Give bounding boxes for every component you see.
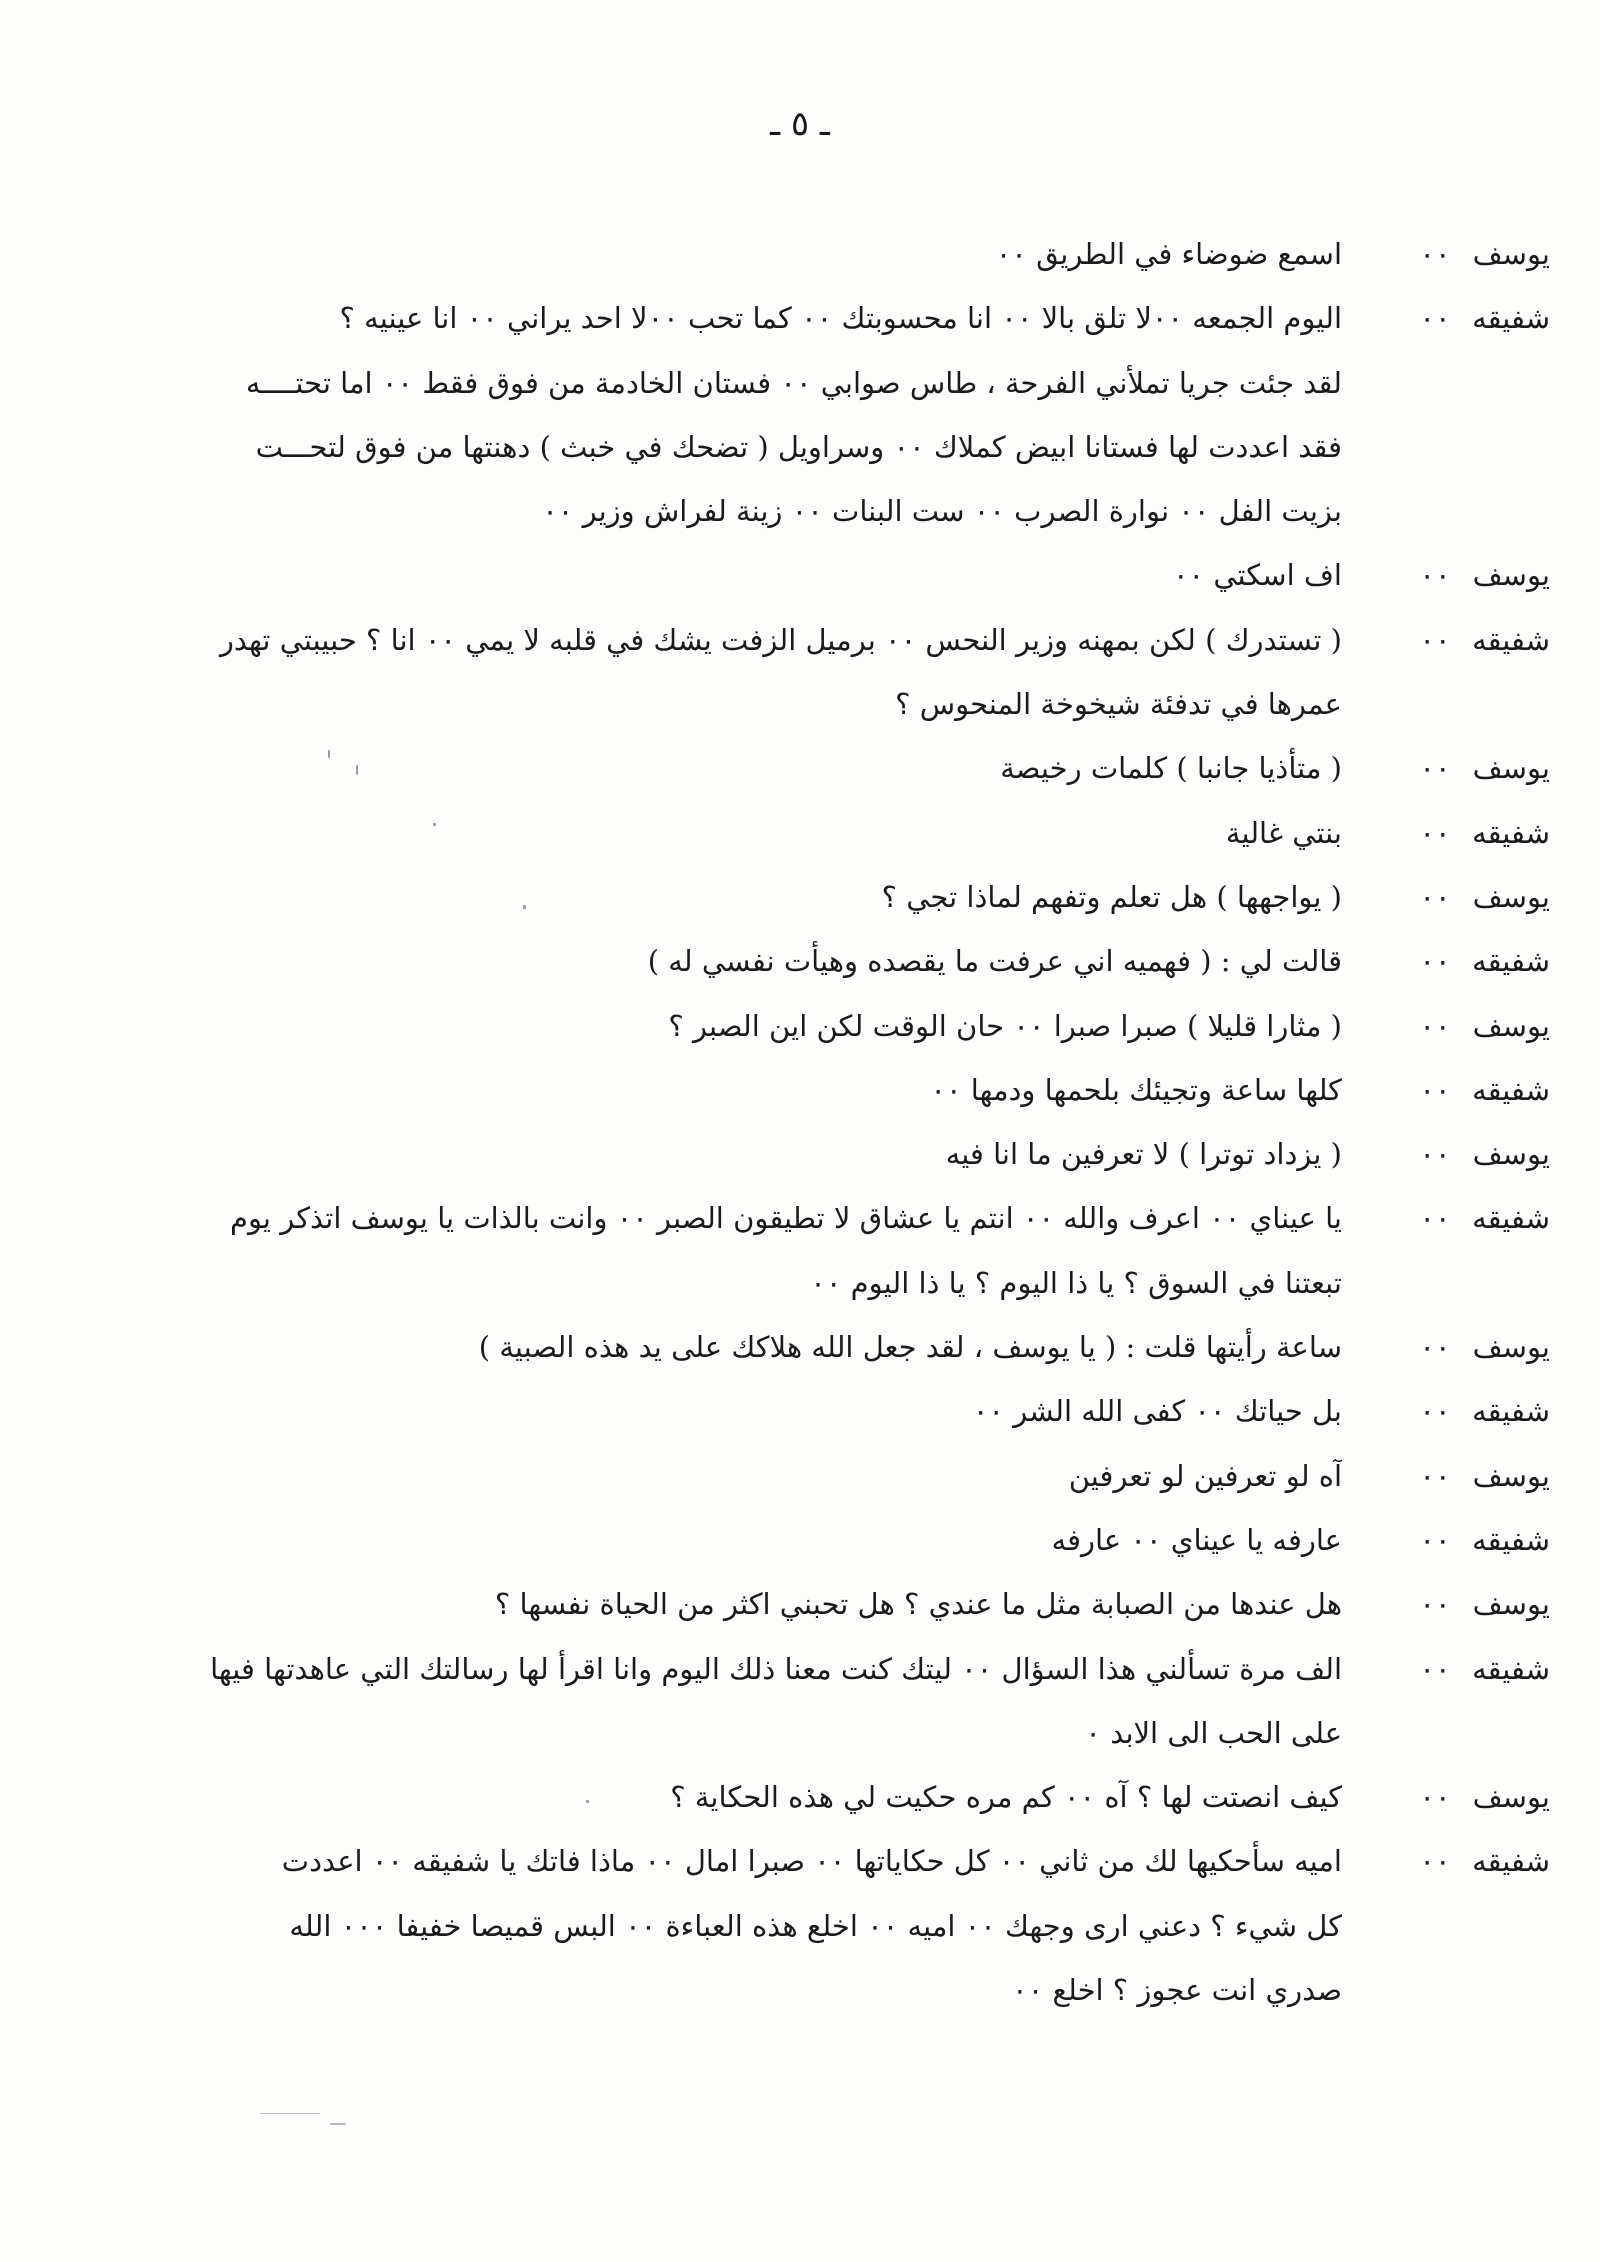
speaker-separator: ٠٠ [1419, 751, 1451, 786]
dialogue-text: ( مثارا قليلا ) صبرا صبرا ٠٠ حان الوقت لكن اين الصبر ؟ [668, 1008, 1342, 1043]
speaker-name: يوسف [1472, 751, 1550, 786]
speaker-name: يوسف [1472, 879, 1550, 914]
speaker-separator: ٠٠ [1419, 237, 1451, 271]
dialogue-continuation [170, 1251, 1550, 1315]
speaker-name: يوسف [1472, 1137, 1550, 1172]
speaker-separator: ٠٠ [1419, 1394, 1451, 1429]
dialogue-line [170, 222, 1550, 286]
dialogue-line [170, 608, 1550, 672]
dialogue-text: اف اسكتي ٠٠ [1172, 558, 1342, 593]
speaker-separator: ٠٠ [1419, 1458, 1451, 1493]
speaker-separator: ٠٠ [1419, 944, 1451, 979]
speaker-name: يوسف [1472, 237, 1550, 271]
dialogue-text: هل عندها من الصبابة مثل ما عندي ؟ هل تحبني اكثر من الحياة نفسها ؟ [494, 1587, 1342, 1622]
speaker-separator: ٠٠ [1419, 815, 1451, 850]
speaker-name: شفيقه [1472, 622, 1550, 657]
dialogue-continuation [170, 479, 1550, 543]
dialogue-line [170, 994, 1550, 1058]
dialogue-text: الف مرة تسألني هذا السؤال ٠٠ ليتك كنت معنا ذلك اليوم وانا اقرأ لها رسالتك التي عاهدتها فيها [210, 1651, 1342, 1686]
speaker-name: يوسف [1472, 1008, 1550, 1043]
speaker-name: يوسف [1472, 1330, 1550, 1365]
dialogue-line [170, 1637, 1550, 1701]
dialogue-continuation [170, 351, 1550, 415]
dialogue-text: ( يواجهها ) هل تعلم وتفهم لماذا تجي ؟ [881, 879, 1342, 914]
dialogue-text: عارفه يا عيناي ٠٠ عارفه [1051, 1522, 1342, 1557]
speaker-separator: ٠٠ [1419, 1201, 1451, 1236]
speaker-separator: ٠٠ [1419, 1522, 1451, 1557]
dialogue-line [170, 1829, 1550, 1893]
speaker-name: يوسف [1472, 1780, 1550, 1815]
speaker-name: شفيقه [1472, 1651, 1550, 1686]
dialogue-text: ( تستدرك ) لكن بمهنه وزير النحس ٠٠ برميل الزفت يشك في قلبه لا يمي ٠٠ انا ؟ حبيبتي تهدر [219, 622, 1342, 657]
dialogue-line [170, 736, 1550, 800]
speaker-name: شفيقه [1472, 944, 1550, 979]
dialogue-text: كلها ساعة وتجيئك بلحمها ودمها ٠٠ [930, 1072, 1342, 1107]
dialogue-line [170, 1379, 1550, 1443]
dialogue-continuation [170, 672, 1550, 736]
dialogue-text: كل شيء ؟ دعني ارى وجهك ٠٠ اميه ٠٠ اخلع هذه العباءة ٠٠ البس قميصا خفيفا ٠٠٠ الله [289, 1908, 1342, 1943]
dialogue-line [170, 1508, 1550, 1572]
speaker-separator: ٠٠ [1419, 301, 1451, 336]
dialogue-text: تبعتنا في السوق ؟ يا ذا اليوم ؟ يا ذا اليوم ٠٠ [810, 1265, 1342, 1300]
speaker-separator: ٠٠ [1419, 1072, 1451, 1107]
dialogue-line [170, 1122, 1550, 1186]
speaker-separator: ٠٠ [1419, 879, 1451, 914]
speaker-separator: ٠٠ [1419, 1008, 1451, 1043]
dialogue-text: ( متأذيا جانبا ) كلمات رخيصة [1000, 751, 1342, 786]
speaker-separator: ٠٠ [1419, 1844, 1451, 1879]
speaker-name: يوسف [1472, 1458, 1550, 1493]
dialogue-continuation [170, 1958, 1550, 2022]
speaker-name: شفيقه [1472, 1394, 1550, 1429]
speaker-separator: ٠٠ [1419, 1587, 1451, 1622]
speaker-separator: ٠٠ [1419, 1780, 1451, 1815]
dialogue-line [170, 543, 1550, 607]
dialogue-text: آه لو تعرفين لو تعرفين [1068, 1458, 1342, 1493]
speaker-name: شفيقه [1472, 301, 1550, 336]
speaker-name: يوسف [1472, 1587, 1550, 1622]
dialogue-text: قالت لي : ( فهميه اني عرفت ما يقصده وهيأت نفسي له ) [647, 944, 1342, 979]
dialogue-line [170, 1444, 1550, 1508]
dialogue-text: بل حياتك ٠٠ كفى الله الشر ٠٠ [972, 1394, 1342, 1429]
dialogue-line [170, 1058, 1550, 1122]
dialogue-text: ساعة رأيتها قلت : ( يا يوسف ، لقد جعل الله هلاكك على يد هذه الصبية ) [478, 1330, 1342, 1365]
dialogue-continuation [170, 1894, 1550, 1958]
dialogue-line [170, 1572, 1550, 1636]
dialogue-line [170, 1765, 1550, 1829]
dialogue-text: ( يزداد توترا ) لا تعرفين ما انا فيه [945, 1137, 1342, 1172]
speaker-name: يوسف [1472, 558, 1550, 593]
dialogue-text: صدري انت عجوز ؟ اخلع ٠٠ [1012, 1973, 1342, 2008]
dialogue-text: على الحب الى الابد ٠ [1085, 1715, 1342, 1750]
speaker-name: شفيقه [1472, 815, 1550, 850]
speaker-separator: ٠٠ [1419, 1330, 1451, 1365]
dialogue-continuation [170, 415, 1550, 479]
dialogue-line [170, 929, 1550, 993]
dialogue-line [170, 1186, 1550, 1250]
speaker-separator: ٠٠ [1419, 1651, 1451, 1686]
dialogue-text: كيف انصتت لها ؟ آه ٠٠ كم مره حكيت لي هذه الحكاية ؟ [670, 1780, 1342, 1815]
speaker-name: شفيقه [1472, 1522, 1550, 1557]
dialogue-text: عمرها في تدفئة شيخوخة المنحوس ؟ [895, 687, 1342, 722]
speaker-separator: ٠٠ [1419, 558, 1451, 593]
dialogue-continuation [170, 1701, 1550, 1765]
dialogue-text: اليوم الجمعه ٠٠لا تلق بالا ٠٠ انا محسوبتك ٠٠ كما تحب ٠٠لا احد يراني ٠٠ انا عينيه ؟ [339, 301, 1342, 336]
dialogue-text: لقد جئت جريا تملأني الفرحة ، طاس صوابي ٠٠ فستان الخادمة من فوق فقط ٠٠ اما تحتــــه [245, 365, 1342, 400]
speaker-name: شفيقه [1472, 1201, 1550, 1236]
dialogue-line [170, 801, 1550, 865]
dialogue-text: فقد اعددت لها فستانا ابيض كملاك ٠٠ وسراويل ( تضحك في خبث ) دهنتها من فوق لتحـــت [255, 429, 1342, 464]
dialogue-line [170, 865, 1550, 929]
dialogue-text: اميه سأحكيها لك من ثاني ٠٠ كل حكاياتها ٠٠ صبرا امال ٠٠ ماذا فاتك يا شفيقه ٠٠ اعددت [281, 1844, 1342, 1879]
dialogue-line [170, 1315, 1550, 1379]
dialogue-line [170, 286, 1550, 350]
dialogue-text: بزيت الفل ٠٠ نوارة الصرب ٠٠ ست البنات ٠٠ زينة لفراش وزير ٠٠ [542, 494, 1342, 529]
dialogue-text: يا عيناي ٠٠ اعرف والله ٠٠ انتم يا عشاق لا تطيقون الصبر ٠٠ وانت بالذات يا يوسف اتذكر يوم [230, 1201, 1342, 1236]
script-dialogue [170, 222, 1550, 2022]
dialogue-text: بنتي غالية [1225, 815, 1342, 850]
speaker-name: شفيقه [1472, 1072, 1550, 1107]
speaker-separator: ٠٠ [1419, 1137, 1451, 1172]
page-number: ـ ٥ ـ [770, 104, 830, 144]
dialogue-text: اسمع ضوضاء في الطريق ٠٠ [995, 237, 1342, 271]
speaker-separator: ٠٠ [1419, 622, 1451, 657]
speaker-name: شفيقه [1472, 1844, 1550, 1879]
